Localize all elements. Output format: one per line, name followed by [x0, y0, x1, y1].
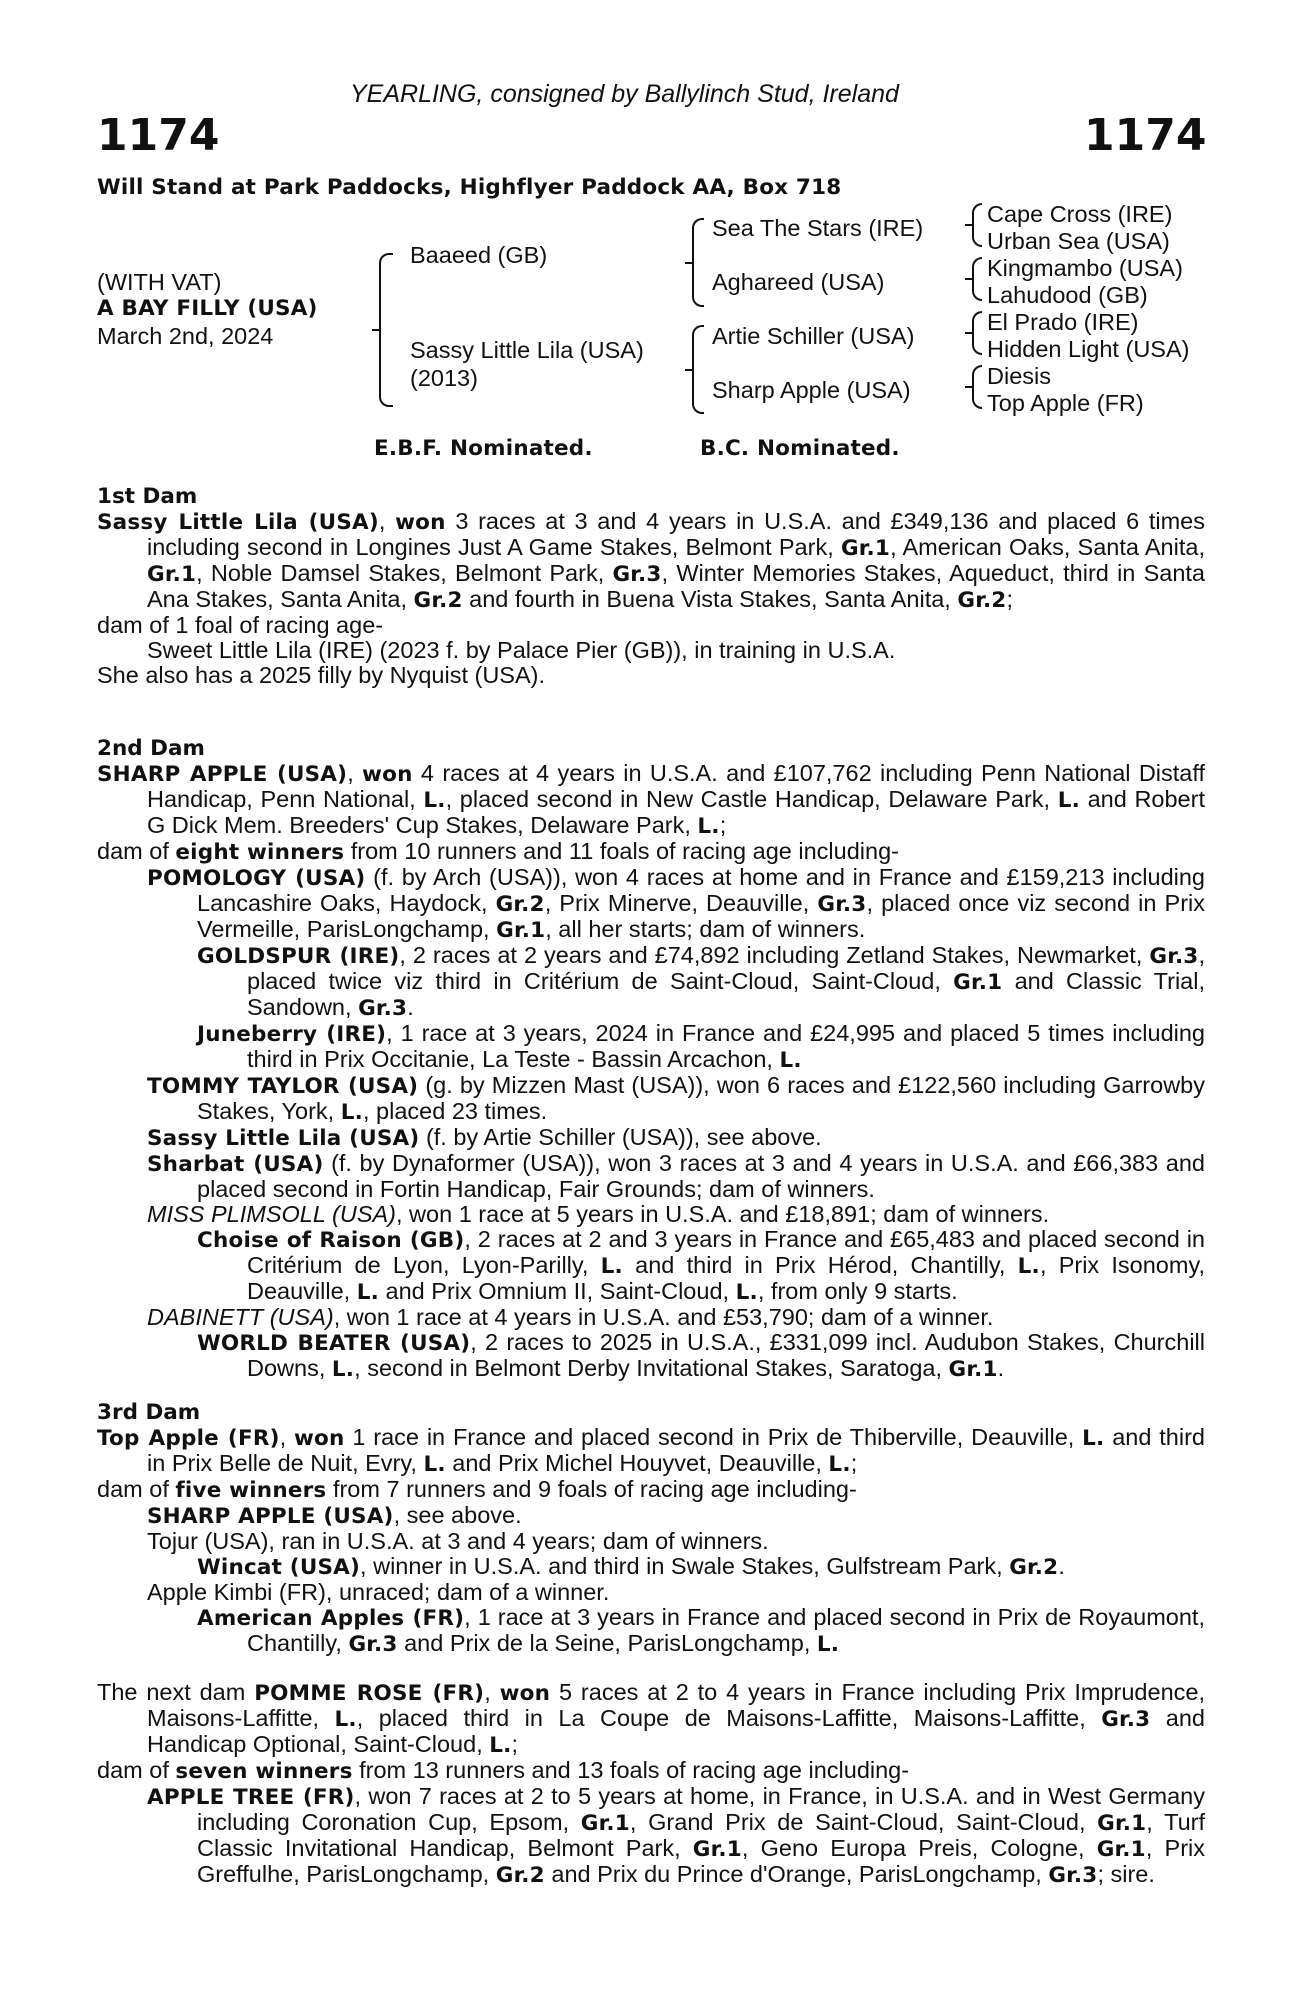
first-dam-section — [97, 484, 1205, 688]
won-label: won — [395, 510, 446, 535]
second-dam-dam-of: dam of eight winners from 10 runners and 11 foals of racing age including- — [97, 838, 899, 865]
horse-name: A BAY FILLY (USA) — [97, 296, 318, 321]
ebf-nominated: E.B.F. Nominated. — [374, 436, 593, 461]
pedigree-dam-dam: Sharp Apple (USA) — [712, 377, 911, 403]
progeny-pomology: POMOLOGY (USA) (f. by Arch (USA)), won 4 races at home and in France and £159,213 including Lancashire Oaks, Haydock, Gr.2, Prix Minerve, Deauville, Gr.3, placed once viz second in Prix Vermeille, ParisLongchamp, Gr.1, all her starts; dam of winners. — [147, 864, 1206, 943]
pedigree-g4: Lahudood (GB) — [987, 282, 1148, 308]
vat-status: (WITH VAT) — [97, 269, 222, 295]
progeny-sassy-little-lila: Sassy Little Lila (USA) (f. by Artie Schiller (USA)), see above. — [147, 1124, 822, 1151]
pedigree-dam: Sassy Little Lila (USA) — [410, 337, 644, 363]
pedigree-sire-sire: Sea The Stars (IRE) — [712, 215, 924, 241]
progeny-miss-plimsoll: MISS PLIMSOLL (USA), won 1 race at 5 years in U.S.A. and £18,891; dam of winners. — [147, 1201, 1050, 1227]
pedigree-sire: Baaeed (GB) — [410, 242, 548, 268]
progeny-american-apples: American Apples (FR), 1 race at 3 years in France and placed second in Prix de Royaumont, Chantilly, Gr.3 and Prix de la Seine, ParisLongchamp, L. — [197, 1604, 1205, 1657]
pedigree-g8: Top Apple (FR) — [987, 390, 1144, 416]
second-dam-name: SHARP APPLE (USA) — [97, 762, 348, 787]
progeny-apple-tree: APPLE TREE (FR), won 7 races at 2 to 5 years at home, in France, in U.S.A. and in West Germany including Coronation Cup, Epsom, Gr.1, Grand Prix de Saint-Cloud, Saint-Cloud, Gr.1, Turf Classic Invitational Handicap, Belmont Park, Gr.1, Geno Europa Preis, Cologne, Gr.1, Prix Greffulhe, ParisLongchamp, Gr.2 and Prix du Prince d'Orange, ParisLongchamp, Gr.3; sire. — [147, 1783, 1205, 1888]
stabling-location: Will Stand at Park Paddocks, Highflyer Paddock AA, Box 718 — [97, 175, 842, 200]
progeny-juneberry: Juneberry (IRE), 1 race at 3 years, 2024 in France and £24,995 and placed 5 times including third in Prix Occitanie, La Teste - Bassin Arcachon, L. — [197, 1020, 1206, 1073]
pedigree-g7: Diesis — [987, 363, 1051, 389]
second-dam-section — [97, 736, 1205, 1382]
progeny-world-beater: WORLD BEATER (USA), 2 races to 2025 in U.S.A., £331,099 incl. Audubon Stakes, Churchill Downs, L., second in Belmont Derby Invitational Stakes, Saratoga, Gr.1. — [197, 1329, 1205, 1382]
next-dam-name: POMME ROSE (FR) — [254, 1681, 485, 1706]
pedigree-bracket-g78 — [972, 365, 982, 409]
pedigree-bracket-g56 — [972, 311, 982, 355]
second-dam-record: SHARP APPLE (USA), won 4 races at 4 years in U.S.A. and £107,762 including Penn National Distaff Handicap, Penn National, L., placed second in New Castle Handicap, Delaware Park, L. and Robert G Dick Mem. Breeders' Cup Stakes, Delaware Park, L.; — [97, 760, 1205, 839]
consignment-subtitle: YEARLING, consigned by Ballylinch Stud, Ireland — [350, 80, 899, 108]
pedigree-g1: Cape Cross (IRE) — [987, 201, 1173, 227]
progeny-tojur: Tojur (USA), ran in U.S.A. at 3 and 4 years; dam of winners. — [147, 1528, 769, 1554]
pedigree-bracket-sire — [692, 218, 704, 307]
date-of-birth: March 2nd, 2024 — [97, 323, 274, 349]
third-dam-section — [97, 1400, 1205, 1657]
pedigree-bracket-g34 — [972, 257, 982, 301]
pedigree-bracket-g12 — [972, 203, 982, 247]
pedigree-g5: El Prado (IRE) — [987, 309, 1139, 335]
lot-number-right: 1174 — [1084, 110, 1207, 161]
progeny-sharbat: Sharbat (USA) (f. by Dynaformer (USA)), won 3 races at 3 and 4 years in U.S.A. and £66,383 and placed second in Fortin Handicap, Fair Grounds; dam of winners. — [147, 1150, 1205, 1202]
pedigree-sire-dam: Aghareed (USA) — [712, 269, 885, 295]
pedigree-bracket-dam — [692, 325, 704, 414]
pedigree-g3: Kingmambo (USA) — [987, 255, 1183, 281]
first-dam-record: Sassy Little Lila (USA), won 3 races at 3 and 4 years in U.S.A. and £349,136 and placed 6 times including second in Longines Just A Game Stakes, Belmont Park, Gr.1, American Oaks, Santa Anita, Gr.1, Noble Damsel Stakes, Belmont Park, Gr.3, Winter Memories Stakes, Aqueduct, third in Santa Ana Stakes, Santa Anita, Gr.2 and fourth in Buena Vista Stakes, Santa Anita, Gr.2; — [97, 508, 1205, 613]
pedigree-dam-year: (2013) — [410, 365, 478, 391]
pedigree-g2: Urban Sea (USA) — [987, 228, 1170, 254]
third-dam-record: Top Apple (FR), won 1 race in France and placed second in Prix de Thiberville, Deauville, L. and third in Prix Belle de Nuit, Evry, L. and Prix Michel Houyvet, Deauville, L.; — [97, 1424, 1205, 1477]
first-dam-heading: 1st Dam — [97, 484, 198, 509]
progeny-goldspur: GOLDSPUR (IRE), 2 races at 2 years and £74,892 including Zetland Stakes, Newmarket, Gr.3, placed twice viz third in Critérium de Saint-Cloud, Saint-Cloud, Gr.1 and Classic Trial, Sandown, Gr.3. — [197, 942, 1206, 1021]
second-dam-heading: 2nd Dam — [97, 736, 205, 761]
progeny-sharp-apple: SHARP APPLE (USA), see above. — [147, 1502, 522, 1529]
progeny-wincat: Wincat (USA), winner in U.S.A. and third in Swale Stakes, Gulfstream Park, Gr.2. — [197, 1553, 1065, 1580]
next-dam-section — [97, 1680, 1205, 1888]
progeny-apple-kimbi: Apple Kimbi (FR), unraced; dam of a winner. — [147, 1579, 610, 1605]
pedigree-bracket-main — [379, 253, 393, 407]
progeny-choise-of-raison: Choise of Raison (GB), 2 races at 2 and 3 years in France and £65,483 and placed second in Critérium de Lyon, Lyon-Parilly, L. and third in Prix Hérod, Chantilly, L., Prix Isonomy, Deauville, L. and Prix Omnium II, Saint-Cloud, L., from only 9 starts. — [197, 1226, 1205, 1305]
progeny-tommy-taylor: TOMMY TAYLOR (USA) (g. by Mizzen Mast (USA)), won 6 races and £122,560 including Garrowby Stakes, York, L., placed 23 times. — [147, 1072, 1205, 1125]
pedigree-g6: Hidden Light (USA) — [987, 336, 1190, 362]
bc-nominated: B.C. Nominated. — [700, 436, 900, 461]
first-dam-foal: Sweet Little Lila (IRE) (2023 f. by Palace Pier (GB)), in training in U.S.A. — [147, 637, 896, 663]
third-dam-dam-of: dam of five winners from 7 runners and 9 foals of racing age including- — [97, 1476, 857, 1503]
lot-number-left: 1174 — [97, 110, 220, 161]
progeny-dabinett: DABINETT (USA), won 1 race at 4 years in U.S.A. and £53,790; dam of a winner. — [147, 1304, 994, 1330]
first-dam-also: She also has a 2025 filly by Nyquist (USA). — [97, 662, 546, 688]
first-dam-dam-of: dam of 1 foal of racing age- — [97, 612, 384, 638]
pedigree-dam-sire: Artie Schiller (USA) — [712, 323, 915, 349]
first-dam-name: Sassy Little Lila (USA) — [97, 510, 379, 535]
third-dam-heading: 3rd Dam — [97, 1400, 201, 1425]
next-dam-record: The next dam POMME ROSE (FR), won 5 races at 2 to 4 years in France including Prix Imprudence, Maisons-Laffitte, L., placed third in La Coupe de Maisons-Laffitte, Maisons-Laffitte, Gr.3 and Handicap Optional, Saint-Cloud, L.; — [97, 1679, 1205, 1758]
next-dam-dam-of: dam of seven winners from 13 runners and 13 foals of racing age including- — [97, 1757, 910, 1784]
third-dam-name: Top Apple (FR) — [97, 1426, 280, 1451]
